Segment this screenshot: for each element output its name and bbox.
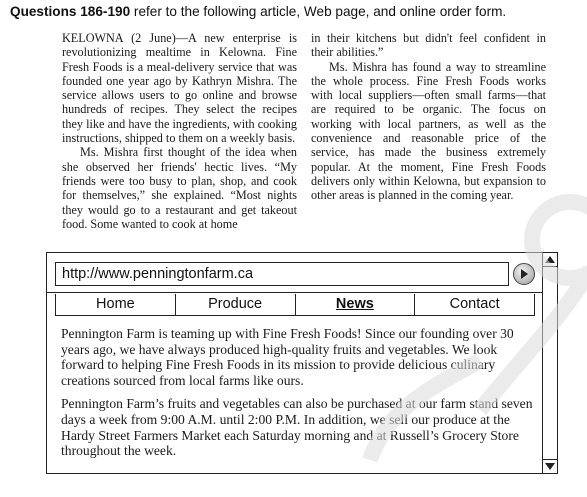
article-column-1 (62, 31, 297, 231)
questions-header (10, 4, 506, 19)
go-button[interactable] (513, 263, 535, 285)
article-paragraph: Ms. Mishra has found a way to streamline the whole process. Fine Fresh Foods works with local suppliers—often small farms—that are required to be organic. The focus on working with local partners, as well as the convenience and reasonable price of the service, has made the business extremely popular. At the moment, Fine Fresh Foods delivers only within Kelowna, but expansion to other areas is planned in the coming year. (311, 59, 546, 203)
scroll-down-arrow-icon (545, 463, 555, 470)
questions-instruction: refer to the following article, Web page, and online order form. (133, 4, 507, 19)
news-content (61, 326, 537, 467)
questions-range: Questions 186-190 (10, 4, 131, 19)
article-column-2 (311, 31, 546, 231)
article-paragraph: Ms. Mishra first thought of the idea when she observed her friends' hectic lives. “My friends were too busy to plan, shop, and cook for themselves,” she explained. “Most nights they would go to a restaurant and get takeout food. Some wanted to cook at home (62, 145, 297, 231)
url-field[interactable]: http://www.penningtonfarm.ca (55, 262, 509, 286)
tab-contact[interactable]: Contact (414, 294, 535, 315)
browser-window (46, 252, 558, 474)
article (62, 31, 547, 231)
scroll-up-arrow-icon (545, 256, 555, 263)
address-bar-row (47, 253, 543, 293)
site-nav (55, 294, 535, 316)
vertical-scrollbar[interactable] (542, 253, 557, 473)
tab-produce[interactable]: Produce (175, 294, 295, 315)
article-paragraph: KELOWNA (2 June)—A new enterprise is revolutionizing mealtime in Kelowna. Fine Fresh Foods is a meal-delivery service that was founded one year ago by Kathryn Mishra. The service allows users to go online and browse hundreds of recipes. They select the recipes they like and have the ingredients, with cooking instructions, shipped to them on a weekly basis. (62, 31, 297, 146)
scroll-down-button[interactable] (543, 459, 557, 473)
go-arrow-icon (518, 268, 530, 280)
news-paragraph: Pennington Farm is teaming up with Fine Fresh Foods! Since our founding over 30 years ago, we have always produced high-quality fruits and vegetables. We look forward to helping Fine Fresh Foods in its mission to provide delicious culinary creations sourced from local farms like ours. (61, 326, 514, 388)
tab-news[interactable]: News (295, 294, 415, 315)
tab-home[interactable]: Home (55, 294, 175, 315)
scroll-up-button[interactable] (543, 253, 557, 267)
news-paragraph: Pennington Farm’s fruits and vegetables can also be purchased at our farm stand seven days a week from 9:00 A.M. until 2:00 P.M. In addition, we sell our produce at the Hardy Street Farmers Market each Saturday morning and at Russell’s Grocery Store throughout the week. (61, 396, 533, 459)
article-paragraph: in their kitchens but didn't feel confident in their abilities.” (311, 31, 546, 60)
